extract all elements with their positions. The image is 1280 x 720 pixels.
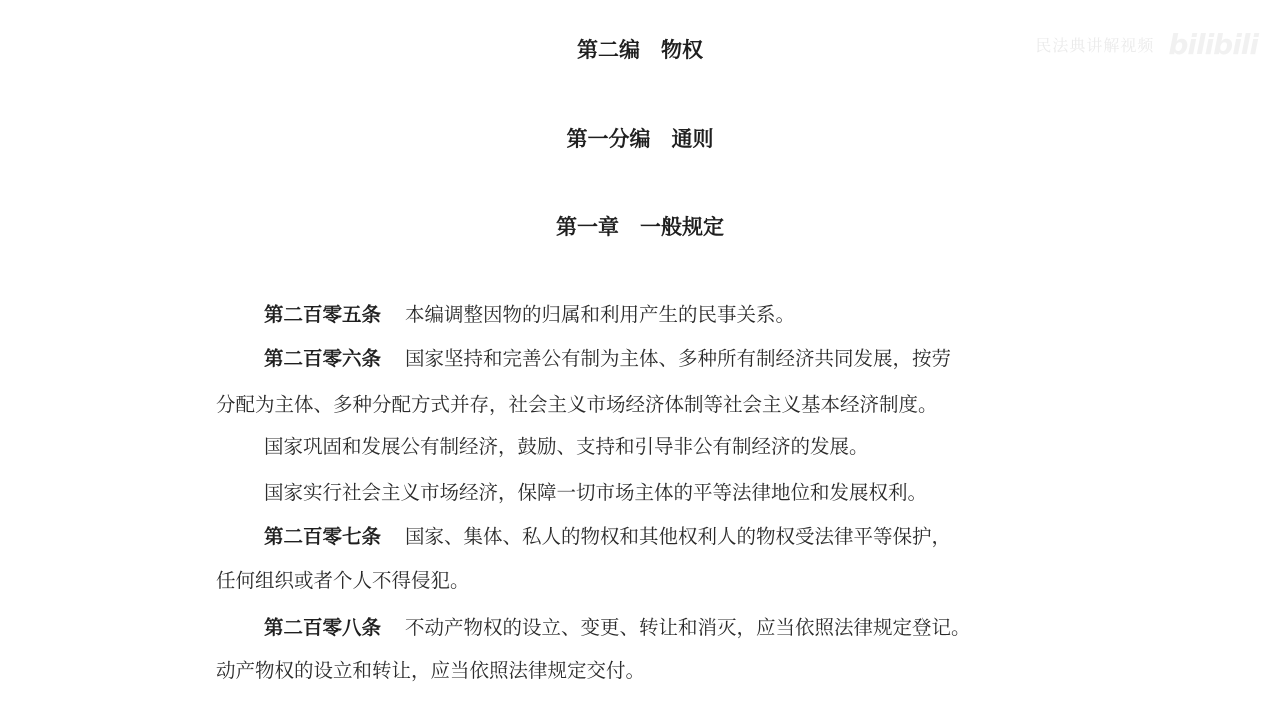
article-207 [264, 514, 1124, 560]
article-text: 本编调整因物的归属和利用产生的民事关系。 [405, 303, 796, 326]
article-text: 国家、集体、私人的物权和其他权利人的物权受法律平等保护， [405, 525, 952, 548]
article-text: 不动产物权的设立、变更、转让和消灭，应当依照法律规定登记。 [405, 616, 971, 639]
article-text: 国家坚持和完善公有制为主体、多种所有制经济共同发展，按劳 [405, 347, 952, 370]
article-206-para-2: 国家巩固和发展公有制经济，鼓励、支持和引导非公有制经济的发展。 [264, 435, 869, 458]
article-206 [264, 336, 1124, 382]
article-206-para-3: 国家实行社会主义市场经济，保障一切市场主体的平等法律地位和发展权利。 [264, 481, 928, 504]
part-title: 第二编 物权 [577, 38, 703, 62]
article-205 [264, 292, 1124, 338]
article-number: 第二百零八条 [264, 616, 382, 639]
watermark-text: 民法典讲解视频 [1035, 36, 1155, 55]
article-208 [264, 605, 1124, 651]
article-number: 第二百零六条 [264, 347, 382, 370]
article-number: 第二百零五条 [264, 303, 382, 326]
article-number: 第二百零七条 [264, 525, 382, 548]
article-208-line-2: 动产物权的设立和转让，应当依照法律规定交付。 [216, 659, 646, 682]
article-207-line-2: 任何组织或者个人不得侵犯。 [216, 569, 470, 592]
subpart-title: 第一分编 通则 [566, 127, 714, 151]
article-206-line-2: 分配为主体、多种分配方式并存，社会主义市场经济体制等社会主义基本经济制度。 [216, 393, 938, 416]
chapter-title: 第一章 一般规定 [556, 215, 724, 239]
bilibili-logo: bilibili [1168, 28, 1258, 61]
